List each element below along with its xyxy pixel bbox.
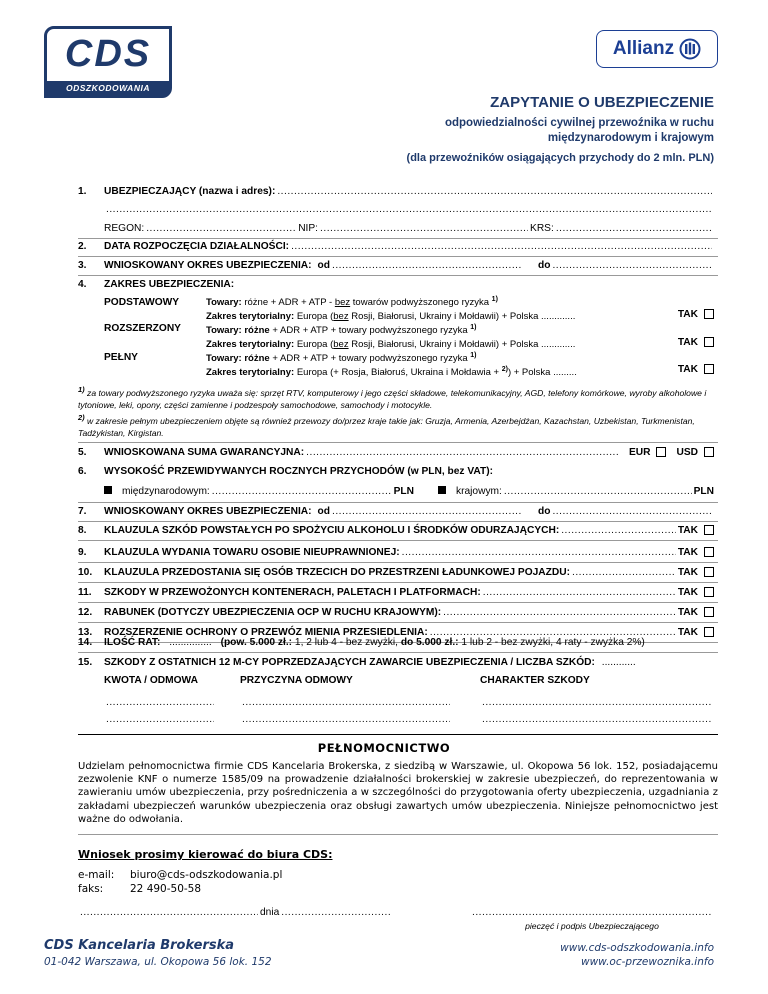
s15-row (104, 657, 714, 668)
territory-text: Europa ( (294, 311, 334, 322)
footnote-2 (78, 412, 718, 439)
territory-text: Europa (+ Rosja, Białoruś, Ukraina i Mołdawia + (294, 367, 502, 379)
s1-nip-label: NIP: (298, 223, 319, 234)
goods-rest: towarów podwyższonego ryzyka (350, 297, 492, 309)
page-title: ZAPYTANIE O UBEZPIECZENIE (490, 94, 714, 111)
scope-name: PEŁNY (104, 352, 138, 363)
s14-do-label: do 5.000 zł.: (400, 637, 459, 648)
revenue-dom-label: krajowym: (456, 486, 502, 497)
checkbox[interactable] (704, 309, 714, 319)
claim-type-field[interactable] (480, 697, 714, 708)
place-field[interactable] (80, 907, 258, 918)
krs-field[interactable] (556, 223, 712, 234)
divider (78, 622, 718, 623)
divider (78, 834, 718, 835)
s3-num: 3. (78, 260, 87, 271)
page-subtitle-2: międzynarodowym i krajowym (547, 132, 714, 144)
revenue-intl-field[interactable] (212, 486, 392, 497)
scope-name: PODSTAWOWY (104, 297, 180, 308)
fax-number: 22 490-50-58 (130, 883, 202, 895)
goods-text: + ADR + ATP + towary podwyższonego ryzyka (269, 325, 471, 337)
eur-label: EUR (628, 447, 651, 458)
divider (78, 442, 718, 443)
checkbox[interactable] (704, 587, 714, 597)
checkbox[interactable] (704, 337, 714, 347)
divider (78, 562, 718, 563)
eur-option[interactable] (629, 447, 667, 458)
clause-row (104, 547, 714, 558)
clause-label: SZKODY W PRZEWOŻONYCH KONTENERACH, PALETACH I PLATFORMACH: (104, 587, 481, 598)
clause-label: KLAUZULA SZKÓD POWSTAŁYCH PO SPOŻYCIU ALKOHOLU I ŚRODKÓW ODURZAJĄCYCH: (104, 525, 560, 536)
regon-field[interactable] (146, 223, 296, 234)
checkbox[interactable] (704, 627, 714, 637)
period-to-field[interactable] (552, 260, 712, 271)
clause-num: 13. (78, 627, 93, 638)
clause-row (104, 525, 714, 536)
footnote-1 (78, 384, 718, 411)
s7-label: WNIOSKOWANY OKRES UBEZPIECZENIA: (104, 506, 312, 517)
revenue-intl-label: międzynarodowym: (122, 486, 210, 497)
allianz-logo (596, 30, 718, 68)
clause-num: 11. (78, 587, 92, 598)
s14-num: 14. (78, 637, 93, 648)
footnote-ref: 2) (501, 366, 508, 373)
claim-reason-field[interactable] (240, 714, 452, 725)
tak-label: TAK (677, 547, 698, 558)
col-amount-header: KWOTA / ODMOWA (104, 675, 198, 686)
s3-row (104, 260, 714, 271)
s14-do-text: 1 lub 2 - bez zwyżki, 4 raty - zwyżka 2%) (458, 637, 645, 648)
usd-option[interactable] (676, 447, 714, 458)
s7-row (104, 506, 714, 517)
pln-label: PLN (393, 486, 414, 497)
s3-label: WNIOSKOWANY OKRES UBEZPIECZENIA: (104, 260, 312, 271)
goods-underline: bez (334, 297, 351, 309)
territory-text: Europa ( (294, 339, 334, 350)
footnote-1-text: za towary podwyższonego ryzyka uważa się: sprzęt RTV, komputerowy i jego części składowe, telekomunikacyjny, AGD, telefony komórkowe, wyroby alkoholowe i tytoniowe, leki, opony, części zamienne i podzespoły samochodowe, samochody i motocykle. (78, 387, 707, 410)
scope-territory (206, 366, 577, 378)
period-to-field[interactable] (552, 506, 712, 517)
dnia-label: dnia (260, 907, 280, 918)
clause-dots (443, 607, 676, 618)
divider (78, 256, 718, 257)
s1-name-field[interactable] (277, 186, 712, 197)
tak-label: TAK (677, 587, 698, 598)
footnote-2-text: w zakresie pełnym ubezpieczeniem objęte są również przewozy do/przez kraje takie jak: Gruzja, Armenia, Azerbejdżan, Kazachstan, Uzbekistan, Turkmenistan, Tadżykistan, Kirgistan. (78, 415, 695, 438)
scope-territory (206, 311, 575, 322)
territory-label: Zakres terytorialny: (206, 367, 295, 379)
s6-num: 6. (78, 466, 87, 477)
clause-row (104, 567, 714, 578)
signature-field[interactable] (470, 907, 714, 918)
s3-do-label: do (538, 260, 551, 271)
s15-label: SZKODY Z OSTATNICH 12 M-CY POPRZEDZAJĄCYCH ZAWARCIE UBEZPIECZENIA / LICZBA SZKÓD: (104, 657, 595, 668)
clause-num: 8. (78, 525, 87, 536)
s2-num: 2. (78, 241, 87, 252)
goods-label: Towary: różne (206, 325, 270, 337)
territory-label: Zakres terytorialny: (206, 339, 295, 350)
divider (78, 502, 718, 503)
checkbox[interactable] (656, 447, 666, 457)
period-from-field[interactable] (332, 260, 522, 271)
s4-label: ZAKRES UBEZPIECZENIA: (104, 279, 235, 290)
footnote-ref: 1) (491, 296, 498, 303)
tak-label: TAK (677, 567, 698, 578)
pln-label: PLN (693, 486, 714, 497)
divider (78, 582, 718, 583)
scope-goods (206, 352, 477, 364)
checkbox[interactable] (704, 567, 714, 577)
s1-krs-label: KRS: (530, 223, 554, 234)
scope-name: ROZSZERZONY (104, 323, 181, 334)
checkbox[interactable] (704, 607, 714, 617)
clause-row (104, 607, 714, 618)
email-link[interactable]: biuro@cds-odszkodowania.pl (130, 869, 283, 881)
divider (78, 602, 718, 603)
territory-underline: bez (333, 339, 349, 350)
clause-dots (483, 587, 676, 598)
divider (78, 275, 718, 276)
footnote-2-marker: 2) (78, 413, 85, 422)
allianz-logo-text: Allianz (612, 38, 675, 59)
claim-amount-field[interactable] (104, 714, 216, 725)
s14-pow-text: 1, 2 lub 4 - bez zwyżki, (292, 637, 401, 648)
tak-label: TAK (677, 309, 698, 320)
tak-label: TAK (677, 337, 698, 348)
divider (78, 652, 718, 653)
clause-num: 10. (78, 567, 93, 578)
s1-row (104, 186, 714, 197)
claim-amount-field[interactable] (104, 697, 216, 708)
allianz-eagle-icon (679, 38, 701, 60)
clause-label: RABUNEK (DOTYCZY UBEZPIECZENIA OCP W RUCHU KRAJOWYM): (104, 607, 442, 618)
s7-do-label: do (538, 506, 551, 517)
s7-num: 7. (78, 506, 87, 517)
sum-insured-field[interactable] (306, 447, 619, 458)
s7-od-label: od (317, 506, 330, 517)
clause-tak-option[interactable] (678, 567, 714, 578)
divider (78, 540, 718, 541)
divider (78, 238, 718, 239)
checkbox[interactable] (704, 447, 714, 457)
s6-label: WYSOKOŚĆ PRZEWIDYWANYCH ROCZNYCH PRZYCHODÓW (w PLN, bez VAT): (104, 466, 494, 477)
s1-ids-row (104, 223, 714, 234)
contact-heading: Wniosek prosimy kierować do biura CDS: (78, 848, 333, 861)
fax-label: faks: (78, 883, 104, 895)
clause-label: KLAUZULA WYDANIA TOWARU OSOBIE NIEUPRAWNIONEJ: (104, 547, 400, 558)
territory-label: Zakres terytorialny: (206, 311, 295, 322)
goods-label: Towary: (206, 297, 242, 309)
footer-address: 01-042 Warszawa, ul. Okopowa 56 lok. 152 (44, 956, 272, 968)
s2-row (104, 241, 714, 252)
s1-row2[interactable] (104, 204, 714, 215)
territory-rest: Rosji, Białorusi, Ukrainy i Mołdawii) + Polska ............. (348, 311, 576, 322)
checkbox[interactable] (704, 525, 714, 535)
page-note: (dla przewoźników osiągających przychody do 2 mln. PLN) (406, 152, 714, 164)
checkbox[interactable] (704, 364, 714, 374)
scope-goods (206, 324, 477, 336)
scope-full-checkbox[interactable] (678, 364, 714, 375)
footer-web-1[interactable]: www.cds-odszkodowania.info (560, 942, 714, 954)
col-reason-header: PRZYCZYNA ODMOWY (240, 675, 353, 686)
checkbox[interactable] (704, 547, 714, 557)
scope-goods (206, 296, 498, 308)
clause-tak-option[interactable] (678, 525, 714, 536)
goods-label: Towary: różne (206, 353, 270, 365)
clause-tak-option[interactable] (678, 547, 714, 558)
scope-extended-checkbox[interactable] (678, 337, 714, 348)
start-date-field[interactable] (291, 241, 712, 252)
col-type-header: CHARAKTER SZKODY (480, 675, 590, 686)
scope-territory (206, 339, 575, 350)
divider (78, 521, 718, 522)
claim-reason-field[interactable] (240, 697, 452, 708)
revenue-intl-row (104, 486, 414, 497)
cds-logo-subtext: ODSZKODOWANIA (47, 81, 169, 95)
territory-rest: Rosji, Białorusi, Ukrainy i Mołdawii) + Polska ............. (348, 339, 576, 350)
s14-label: ILOŚĆ RAT: (104, 637, 161, 648)
revenue-dom-field[interactable] (504, 486, 692, 497)
footer-web-2[interactable]: www.oc-przewoznika.info (580, 956, 714, 968)
footnote-1-marker: 1) (78, 385, 85, 394)
tak-label: TAK (677, 627, 698, 638)
footnote-ref: 1) (470, 324, 477, 331)
s1-label: UBEZPIECZAJĄCY (nazwa i adres): (104, 186, 276, 197)
clause-tak-option[interactable] (678, 587, 714, 598)
tak-label: TAK (677, 364, 698, 375)
usd-label: USD (676, 447, 698, 458)
cds-logo (44, 26, 172, 98)
s1-regon-label: REGON: (104, 223, 145, 234)
nip-field[interactable] (320, 223, 528, 234)
installments-field[interactable]: ............... (169, 637, 212, 648)
territory-rest: ) + Polska ......... (507, 367, 577, 379)
s5-num: 5. (78, 447, 87, 458)
s3-od-label: od (317, 260, 330, 271)
stamp-caption: pieczęć i podpis Ubezpieczającego (525, 921, 659, 931)
period-from-field[interactable] (332, 506, 522, 517)
date-field[interactable] (281, 907, 392, 918)
claims-count-field[interactable]: ............ (601, 657, 636, 668)
clause-dots (561, 525, 676, 536)
clause-num: 9. (78, 547, 87, 558)
clause-tak-option[interactable] (678, 607, 714, 618)
clause-dots (402, 547, 676, 558)
cds-logo-text: CDS (64, 33, 152, 75)
clause-row (104, 587, 714, 598)
revenue-dom-row (438, 486, 714, 497)
clause-label: ROZSZERZENIE OCHRONY O PRZEWÓZ MIENIA PRZESIEDLENIA: (104, 627, 428, 638)
bullet-icon (104, 486, 112, 494)
clause-label: KLAUZULA PRZEDOSTANIA SIĘ OSÓB TRZECICH DO PRZESTRZENI ŁADUNKOWEJ POJAZDU: (104, 567, 570, 578)
s5-row (104, 447, 714, 458)
s4-num: 4. (78, 279, 87, 290)
poa-text: Udzielam pełnomocnictwa firmie CDS Kancelaria Brokerska, z siedzibą w Warszawie, ul. Okopowa 56 lok. 152, posiadającemu zezwolenie KNF o numerze 1585/09 na prowadzenie działalności brokerskiej w zakresie ubezpieczeń, do reprezentowania w zawieraniu umów ubezpieczenia, przy pośredniczenia a w szczególności do przygotowania oferty ubezpieczenia, uzgadniania z zakładami ubezpieczeń warunków ubezpieczenia oraz obsługi zawartych umów ubezpieczenia. Niniejsze pełnomocnictwo jest ważne do odwołania. (78, 761, 718, 825)
s15-num: 15. (78, 657, 93, 668)
email-label: e-mail: (78, 869, 115, 881)
s2-label: DATA ROZPOCZĘCIA DZIAŁALNOŚCI: (104, 241, 290, 252)
s5-label: WNIOSKOWANA SUMA GWARANCYJNA: (104, 447, 305, 458)
page-subtitle-1: odpowiedzialności cywilnej przewoźnika w ruchu (444, 117, 714, 129)
scope-basic-checkbox[interactable] (678, 309, 714, 320)
claim-type-field[interactable] (480, 714, 714, 725)
bullet-icon (438, 486, 446, 494)
territory-underline: bez (333, 311, 349, 322)
section-divider (78, 734, 718, 735)
s14-row (104, 637, 714, 648)
s1-num: 1. (78, 186, 87, 197)
s14-pow-label: (pow. 5.000 zł.: (220, 637, 293, 648)
place-date-row (78, 907, 394, 918)
tak-label: TAK (677, 525, 698, 536)
clause-num: 12. (78, 607, 93, 618)
footnote-ref: 1) (470, 352, 477, 359)
footer-company: CDS Kancelaria Brokerska (44, 938, 235, 953)
tak-label: TAK (677, 607, 698, 618)
poa-title: PEŁNOMOCNICTWO (317, 741, 451, 755)
goods-text: różne + ADR + ATP - (241, 297, 335, 309)
goods-text: + ADR + ATP + towary podwyższonego ryzyka (269, 353, 471, 365)
clause-dots (572, 567, 676, 578)
